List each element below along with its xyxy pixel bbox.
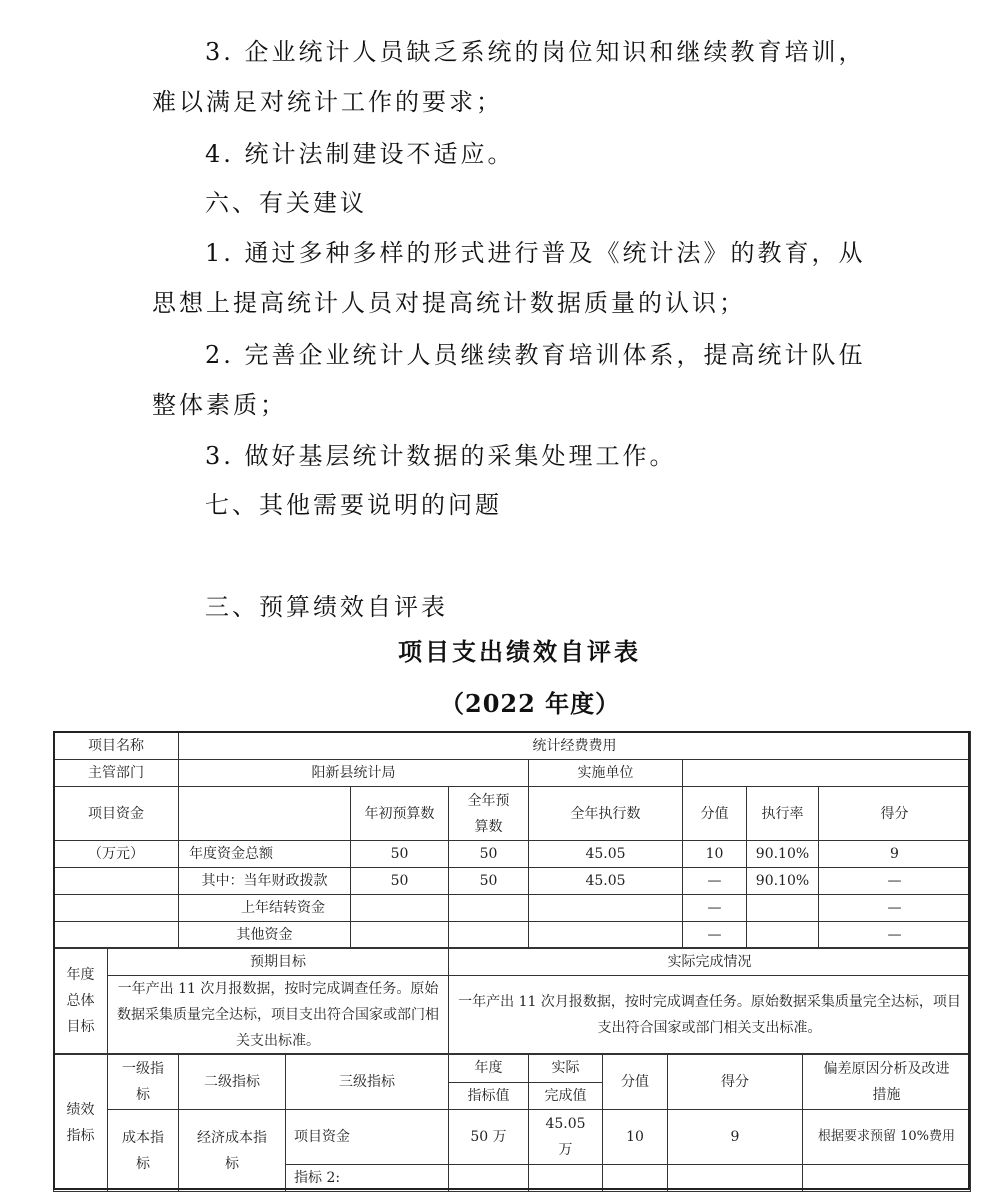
cell: [449, 1165, 529, 1192]
label: 年度总体目标: [54, 948, 108, 1055]
cell: [603, 1165, 668, 1192]
cell: 10: [683, 841, 747, 868]
cell: 45.05: [529, 868, 683, 895]
cell: —: [683, 922, 747, 949]
table-title: 项目支出绩效自评表: [398, 638, 641, 666]
paragraph: 2. 完善企业统计人员继续教育培训体系，提高统计队伍: [205, 341, 866, 369]
cell: 90.10%: [747, 868, 819, 895]
cell: 年度资金总额: [179, 841, 351, 868]
header: 实际: [529, 1054, 603, 1083]
cell: 45.05 万: [529, 1110, 603, 1165]
header: 分值: [683, 787, 747, 841]
cell: 成本指标: [108, 1110, 179, 1192]
cell: 45.05: [529, 841, 683, 868]
cell: 项目资金: [286, 1110, 449, 1165]
cell: 其他资金: [179, 922, 351, 949]
label: 项目名称: [54, 732, 179, 760]
paragraph: 3. 企业统计人员缺乏系统的岗位知识和继续教育培训，: [205, 38, 866, 66]
header: 完成值: [529, 1083, 603, 1110]
cell: [529, 895, 683, 922]
table-year: （2022 年度）: [440, 689, 621, 718]
cell: 指标 2:: [286, 1165, 449, 1192]
header: 年初预算数: [351, 787, 449, 841]
cell: 50: [449, 868, 529, 895]
paragraph: 思想上提高统计人员对提高统计数据质量的认识；: [152, 289, 746, 317]
label: （万元）: [54, 841, 179, 868]
dept: 阳新县统计局: [179, 760, 529, 787]
cell: [668, 1165, 803, 1192]
performance-table: [53, 1053, 971, 1192]
paragraph: 难以满足对统计工作的要求；: [152, 88, 503, 116]
cell: 90.10%: [747, 841, 819, 868]
header: 得分: [668, 1054, 803, 1110]
cell: [747, 922, 819, 949]
label: 实施单位: [529, 760, 683, 787]
section-heading: 六、有关建议: [205, 189, 367, 217]
cell: [449, 895, 529, 922]
header: 全年执行数: [529, 787, 683, 841]
impl: [683, 760, 971, 787]
cell: —: [819, 895, 971, 922]
cell: 10: [603, 1110, 668, 1165]
label: 项目资金: [54, 787, 179, 841]
header: 年度: [449, 1054, 529, 1083]
cell: [351, 922, 449, 949]
goals-table: [53, 947, 971, 1055]
paragraph: 1. 通过多种多样的形式进行普及《统计法》的教育，从: [205, 239, 866, 267]
project-name: 统计经费费用: [179, 732, 971, 760]
cell: [449, 922, 529, 949]
paragraph: 3. 做好基层统计数据的采集处理工作。: [205, 442, 677, 470]
header: 指标值: [449, 1083, 529, 1110]
section-heading: 七、其他需要说明的问题: [205, 491, 502, 519]
cell: [747, 895, 819, 922]
header: 执行率: [747, 787, 819, 841]
header: 一级指标: [108, 1054, 179, 1110]
cell: 经济成本指标: [179, 1110, 286, 1192]
paragraph: 4. 统计法制建设不适应。: [205, 140, 515, 168]
cell: 上年结转资金: [179, 895, 351, 922]
header: 全年预算数: [449, 787, 529, 841]
cell: 9: [819, 841, 971, 868]
cell: [803, 1165, 971, 1192]
cell: [179, 787, 351, 841]
label: 绩效指标: [54, 1054, 108, 1192]
header: 二级指标: [179, 1054, 286, 1110]
cell: 50 万: [449, 1110, 529, 1165]
cell: —: [683, 895, 747, 922]
cell: [351, 895, 449, 922]
header: 分值: [603, 1054, 668, 1110]
expected-goal: 一年产出 11 次月报数据，按时完成调查任务。原始数据采集质量完全达标，项目支出符合国家或部门相关支出标准。: [108, 976, 449, 1055]
header: 得分: [819, 787, 971, 841]
budget-table: [53, 731, 971, 949]
section-heading: 三、预算绩效自评表: [205, 593, 448, 621]
cell: —: [683, 868, 747, 895]
cell: 9: [668, 1110, 803, 1165]
label: 主管部门: [54, 760, 179, 787]
cell: —: [819, 868, 971, 895]
header: 实际完成情况: [449, 948, 971, 976]
header: 三级指标: [286, 1054, 449, 1110]
cell: [529, 922, 683, 949]
cell: 根据要求预留 10%费用: [803, 1110, 971, 1165]
cell: 50: [351, 841, 449, 868]
actual-result: 一年产出 11 次月报数据，按时完成调查任务。原始数据采集质量完全达标，项目支出符合国家或部门相关支出标准。: [449, 976, 971, 1055]
header: 偏差原因分析及改进措施: [803, 1054, 971, 1110]
paragraph: 整体素质；: [152, 391, 287, 419]
cell: 50: [351, 868, 449, 895]
cell: 50: [449, 841, 529, 868]
cell: 其中：当年财政拨款: [179, 868, 351, 895]
cell: —: [819, 922, 971, 949]
cell: [529, 1165, 603, 1192]
header: 预期目标: [108, 948, 449, 976]
